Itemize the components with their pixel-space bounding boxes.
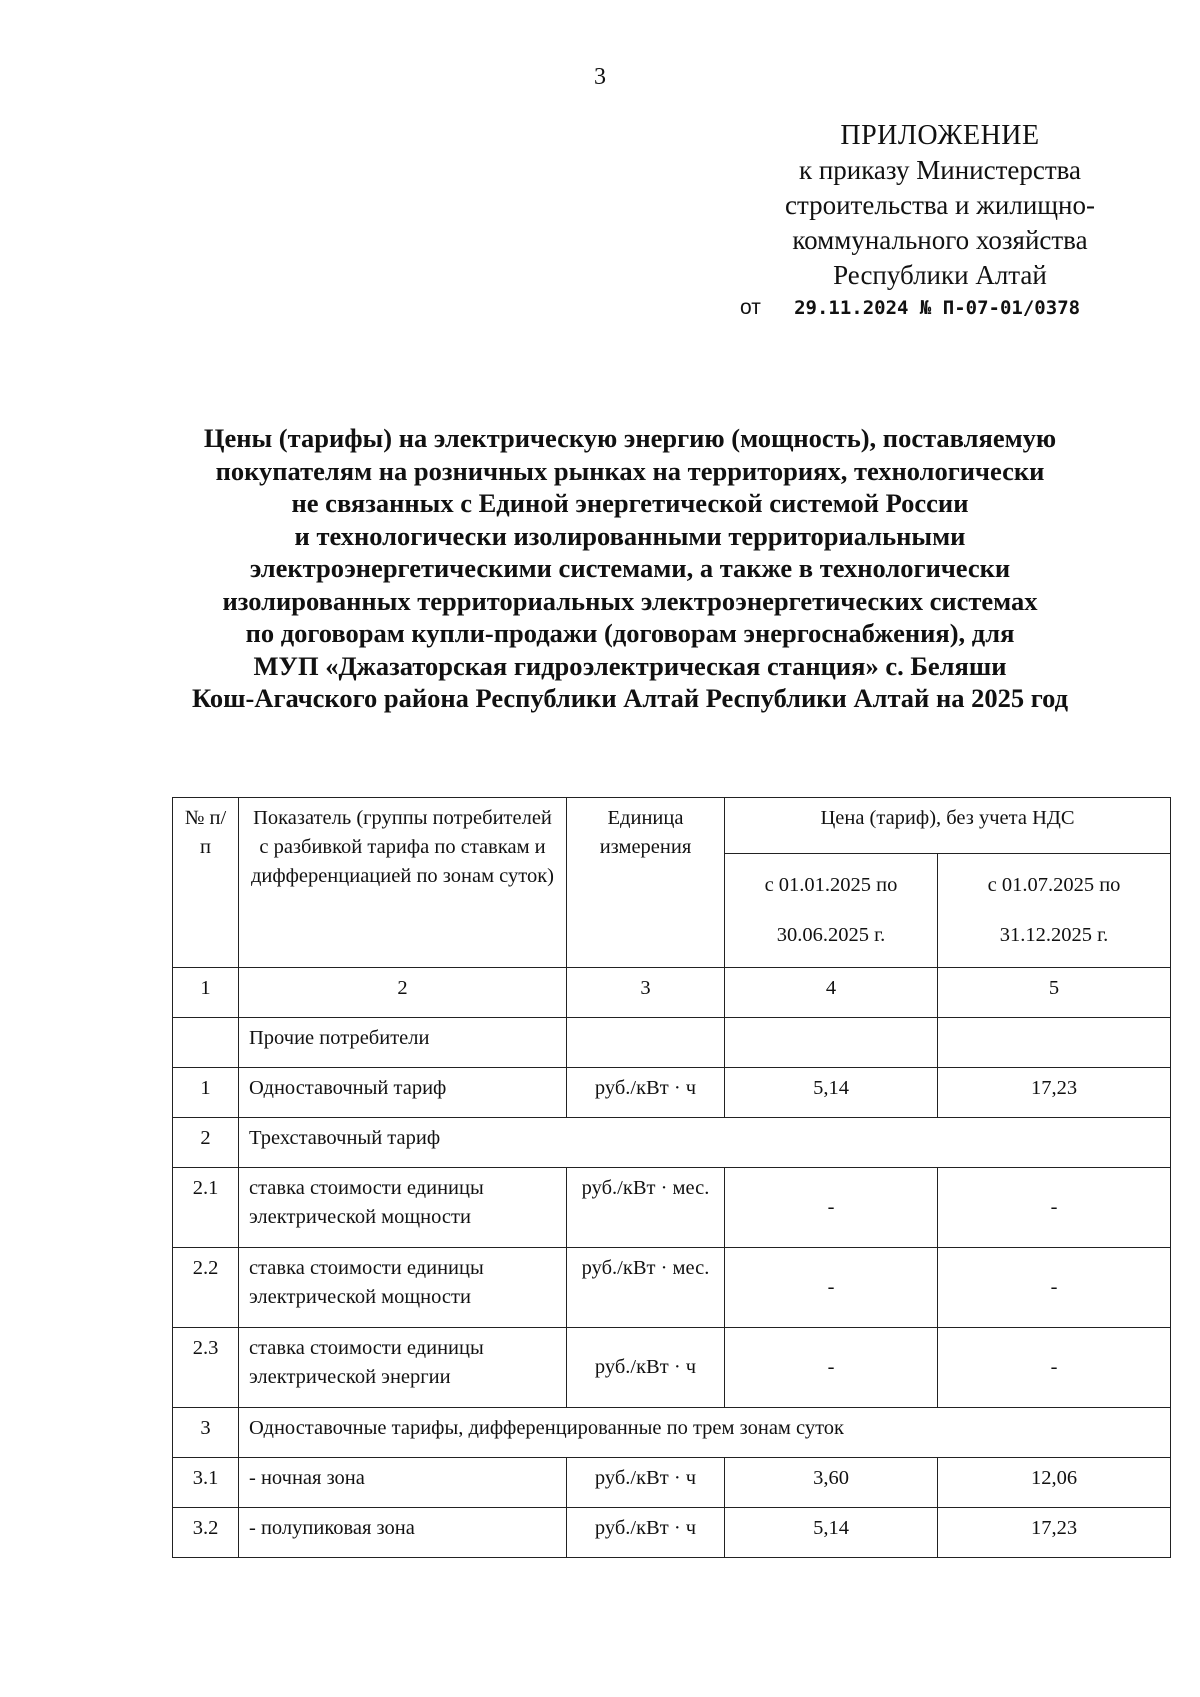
appendix-line-1: к приказу Министерства bbox=[798, 155, 1082, 185]
appendix-line-4: Республики Алтай bbox=[833, 260, 1047, 290]
row-num: 3 bbox=[173, 1408, 239, 1458]
row-price-2: 12,06 bbox=[938, 1458, 1171, 1508]
order-from-label: от bbox=[740, 296, 761, 319]
title-line: покупателям на розничных рынках на территориях, технологически bbox=[215, 455, 1045, 486]
row-name: - полупиковая зона bbox=[239, 1508, 567, 1558]
row-num: 2.3 bbox=[173, 1328, 239, 1408]
tariff-table bbox=[172, 797, 1171, 1558]
empty-cell bbox=[173, 1018, 239, 1068]
row-price-2: - bbox=[938, 1168, 1171, 1248]
group-label: Прочие потребители bbox=[239, 1018, 567, 1068]
row-num: 3.1 bbox=[173, 1458, 239, 1508]
row-price-1: 5,14 bbox=[725, 1068, 938, 1118]
order-reference bbox=[740, 295, 1080, 320]
row-price-2: 17,23 bbox=[938, 1508, 1171, 1558]
row-name: ставка стоимости единицы электрической мощности bbox=[239, 1168, 567, 1248]
row-unit: руб./кВт · ч bbox=[567, 1508, 725, 1558]
row-price-1: - bbox=[725, 1248, 938, 1328]
column-number-row bbox=[173, 968, 1171, 1018]
row-num: 1 bbox=[173, 1068, 239, 1118]
title-line: не связанных с Единой энергетической системой России bbox=[291, 488, 969, 518]
table-row bbox=[173, 1408, 1171, 1458]
table-row bbox=[173, 1508, 1171, 1558]
appendix-title: ПРИЛОЖЕНИЕ bbox=[840, 120, 1040, 151]
title-line: Цены (тарифы) на электрическую энергию (мощность), поставляемую bbox=[203, 423, 1057, 453]
row-unit: руб./кВт · ч bbox=[567, 1458, 725, 1508]
row-num: 2.2 bbox=[173, 1248, 239, 1328]
header-indicator: Показатель (группы потребителей с разбивкой тарифа по ставкам и дифференциацией по зонам суток) bbox=[239, 798, 567, 968]
group-row bbox=[173, 1018, 1171, 1068]
appendix-line-3: коммунального хозяйства bbox=[792, 225, 1088, 255]
title-line: и технологически изолированными территориальными bbox=[294, 520, 966, 551]
table-row bbox=[173, 1068, 1171, 1118]
row-price-1: - bbox=[725, 1168, 938, 1248]
title-line: изолированных территориальных электроэнергетических системах bbox=[222, 585, 1038, 616]
row-name: Трехставочный тариф bbox=[239, 1118, 1171, 1168]
col-number: 4 bbox=[725, 968, 938, 1018]
header-unit: Единица измерения bbox=[567, 798, 725, 968]
row-num: 2 bbox=[173, 1118, 239, 1168]
row-name: - ночная зона bbox=[239, 1458, 567, 1508]
table-row bbox=[173, 1248, 1171, 1328]
table-row bbox=[173, 1458, 1171, 1508]
appendix-line-2: строительства и жилищно- bbox=[785, 190, 1095, 220]
row-num: 3.2 bbox=[173, 1508, 239, 1558]
table-header-row bbox=[173, 798, 1171, 854]
header-price: Цена (тариф), без учета НДС bbox=[725, 798, 1171, 854]
table-row bbox=[173, 1168, 1171, 1248]
col-number: 2 bbox=[239, 968, 567, 1018]
empty-cell bbox=[938, 1018, 1171, 1068]
row-unit: руб./кВт · мес. bbox=[567, 1168, 725, 1248]
appendix-header bbox=[770, 118, 1110, 293]
document-title bbox=[150, 422, 1110, 715]
header-num: № п/п bbox=[173, 798, 239, 968]
table-row bbox=[173, 1118, 1171, 1168]
row-unit: руб./кВт · мес. bbox=[567, 1248, 725, 1328]
row-price-1: - bbox=[725, 1328, 938, 1408]
row-name: ставка стоимости единицы электрической энергии bbox=[239, 1328, 567, 1408]
header-period-1: с 01.01.2025 по 30.06.2025 г. bbox=[725, 854, 938, 968]
title-line: Кош-Агачского района Республики Алтай Республики Алтай на 2025 год bbox=[192, 683, 1068, 713]
empty-cell bbox=[725, 1018, 938, 1068]
row-unit: руб./кВт · ч bbox=[567, 1068, 725, 1118]
row-price-2: - bbox=[938, 1328, 1171, 1408]
header-period-2: с 01.07.2025 по 31.12.2025 г. bbox=[938, 854, 1171, 968]
row-price-1: 3,60 bbox=[725, 1458, 938, 1508]
col-number: 5 bbox=[938, 968, 1171, 1018]
order-number: 29.11.2024 № П-07-01/0378 bbox=[794, 297, 1081, 319]
col-number: 3 bbox=[567, 968, 725, 1018]
title-line: электроэнергетическими системами, а также в технологически bbox=[249, 553, 1011, 583]
page-number: 3 bbox=[594, 64, 606, 90]
empty-cell bbox=[567, 1018, 725, 1068]
col-number: 1 bbox=[173, 968, 239, 1018]
row-name: ставка стоимости единицы электрической мощности bbox=[239, 1248, 567, 1328]
title-line: по договорам купли-продажи (договорам энергоснабжения), для bbox=[245, 618, 1015, 648]
row-num: 2.1 bbox=[173, 1168, 239, 1248]
row-price-2: - bbox=[938, 1248, 1171, 1328]
row-unit: руб./кВт · ч bbox=[567, 1328, 725, 1408]
table-row bbox=[173, 1328, 1171, 1408]
row-price-1: 5,14 bbox=[725, 1508, 938, 1558]
title-line: МУП «Джазаторская гидроэлектрическая станция» с. Беляши bbox=[253, 650, 1007, 681]
row-price-2: 17,23 bbox=[938, 1068, 1171, 1118]
row-name: Одноставочные тарифы, дифференцированные по трем зонам суток bbox=[239, 1408, 1171, 1458]
row-name: Одноставочный тариф bbox=[239, 1068, 567, 1118]
